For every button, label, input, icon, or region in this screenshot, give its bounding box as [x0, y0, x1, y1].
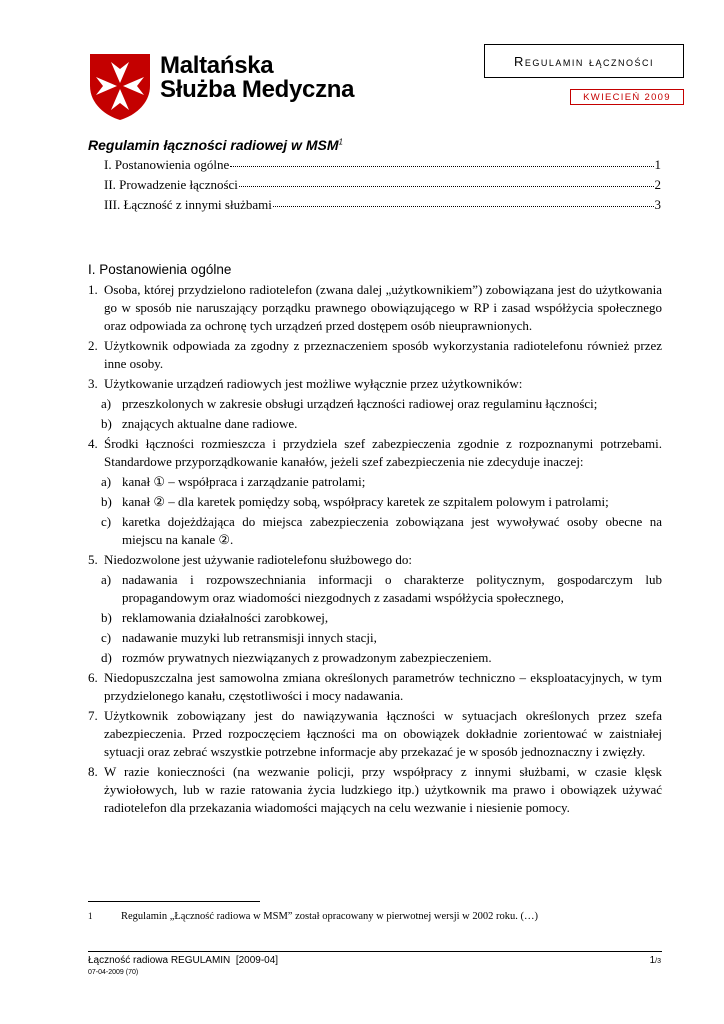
page-total: /3 — [655, 958, 661, 965]
footnote-divider — [88, 901, 260, 902]
footer-document-label: Łączność radiowa REGULAMIN [2009-04] — [88, 955, 279, 966]
toc-entry[interactable] — [104, 157, 661, 173]
list-item — [88, 551, 662, 569]
sub-item-text: znających aktualne dane radiowe. — [122, 416, 298, 431]
list-item-text: Użytkowanie urządzeń radiowych jest możliwe wyłącznie przez użytkowników: — [104, 376, 523, 391]
list-item-text: Środki łączności rozmieszcza i przydziela szef zabezpieczenia zgodnie z rozpoznanymi potrzebami. Standardowe przyporządkowanie kanałów, jeżeli szef zabezpieczenia nie zdecyduje inaczej: — [104, 436, 662, 469]
list-item-number: 5. — [88, 552, 98, 567]
sub-list-item — [88, 513, 662, 549]
list-item-number: 7. — [88, 708, 98, 723]
sub-list-item — [88, 395, 662, 413]
sub-item-letter: a) — [101, 572, 112, 587]
list-item — [88, 435, 662, 471]
list-item — [88, 281, 662, 335]
list-item — [88, 707, 662, 761]
sub-item-letter: b) — [101, 416, 112, 431]
list-item-number: 8. — [88, 764, 98, 779]
logo-line-2: Służba Medyczna — [160, 76, 355, 103]
toc-entry-page: 3 — [654, 197, 661, 212]
toc-entry-label: II. Prowadzenie łączności — [104, 177, 238, 192]
toc-entry-label: III. Łączność z innymi służbami — [104, 197, 272, 212]
sub-item-text: przeszkolonych w zakresie obsługi urządzeń łączności radiowej oraz regulaminu łączności; — [122, 396, 598, 411]
sub-item-text: kanał ① – współpraca i zarządzanie patrolami; — [122, 474, 366, 489]
sub-list-item — [88, 493, 662, 511]
list-item — [88, 337, 662, 373]
sub-item-text: kanał ② – dla karetek pomiędzy sobą, współpracy karetek ze szpitalem polowym i patrolami; — [122, 494, 609, 509]
sub-list-item — [88, 609, 662, 627]
sub-item-text: reklamowania działalności zarobkowej, — [122, 610, 329, 625]
list-item-number: 4. — [88, 436, 98, 451]
footer-date-code: 07-04-2009 (70) — [88, 969, 139, 976]
sub-item-letter: b) — [101, 494, 112, 509]
toc-dot-leader — [273, 206, 654, 207]
sub-list-item — [88, 571, 662, 607]
toc-entry-page: 2 — [654, 177, 661, 192]
toc-entry-label: I. Postanowienia ogólne — [104, 157, 230, 172]
list-item — [88, 669, 662, 705]
list-item-text: Niedozwolone jest używanie radiotelefonu służbowego do: — [104, 552, 412, 567]
list-item-text: Osoba, której przydzielono radiotelefon (zwana dalej „użytkownikiem”) zobowiązana jest do użytkowania go w sposób nie naruszający porządku prawnego obowiązującego w RP i zasad współżycia społecznego oraz odpowiada za ochronę tych urządzeń przed dostępem osób nieuprawnionych. — [104, 282, 662, 333]
footnote — [88, 911, 538, 922]
sub-item-text: karetka dojeżdżająca do miejsca zabezpieczenia zobowiązana jest wywoływać osoby obecne na miejscu na kanale ②. — [122, 514, 662, 547]
section-content — [88, 281, 662, 819]
maltese-cross-shield-icon — [88, 52, 152, 122]
list-item — [88, 375, 662, 393]
footer-divider — [88, 951, 662, 952]
footnote-number: 1 — [88, 911, 93, 921]
document-date-label: KWIECIEŃ 2009 — [583, 91, 671, 103]
document-type-label: Regulamin łączności — [513, 53, 655, 69]
list-item-number: 2. — [88, 338, 98, 353]
list-item-text: Użytkownik zobowiązany jest do nawiązywania łączności w sytuacjach określonych przez szefa zabezpieczenia. Przed rozpoczęciem łączności ma on obowiązek dokładnie zorientować w zaistniałej sytuacji oraz zebrać wszystkie potrzebne informacje aby przekazać je w sposób jednoznaczny i zwięzły. — [104, 708, 662, 759]
sub-list-item — [88, 629, 662, 647]
sub-item-text: nadawanie muzyki lub retransmisji innych stacji, — [122, 630, 377, 645]
sub-list-item — [88, 649, 662, 667]
document-title — [88, 137, 343, 153]
list-item-number: 1. — [88, 282, 98, 297]
list-item-number: 3. — [88, 376, 98, 391]
sub-item-letter: a) — [101, 396, 112, 411]
sub-list-item — [88, 473, 662, 491]
document-title-text: Regulamin łączności radiowej w MSM — [88, 137, 339, 153]
toc-dot-leader — [230, 166, 653, 167]
organization-logo-text — [160, 54, 354, 102]
sub-item-letter: a) — [101, 474, 112, 489]
sub-item-text: rozmów prywatnych niezwiązanych z prowadzonym zabezpieczeniem. — [122, 650, 492, 665]
page-number: 1 — [649, 955, 656, 966]
document-type-box — [484, 44, 684, 78]
section-heading: I. Postanowienia ogólne — [88, 262, 232, 277]
logo-line-1: Maltańska — [160, 52, 274, 79]
list-item-number: 6. — [88, 670, 98, 685]
sub-item-letter: b) — [101, 610, 112, 625]
toc-dot-leader — [239, 186, 654, 187]
list-item — [88, 763, 662, 817]
toc-entry-page: 1 — [654, 157, 661, 172]
toc-entry[interactable] — [104, 177, 661, 193]
document-date-box — [570, 89, 684, 105]
sub-item-letter: d) — [101, 650, 112, 665]
footnote-text: Regulamin „Łączność radiowa w MSM” został opracowany w pierwotnej wersji w 2002 roku. (…) — [121, 911, 538, 922]
list-item-text: W razie konieczności (na wezwanie policji, przy współpracy z innymi służbami, w czasie klęsk żywiołowych, lub w razie ratowania życia ludzkiego itp.) użytkownik ma prawo i obowiązek używać radiotelefon dla przekazania wiadomości mających na celu wezwanie i niesienie pomocy. — [104, 764, 662, 815]
list-item-text: Użytkownik odpowiada za zgodny z przeznaczeniem sposób wykorzystania radiotelefonu również przez inne osoby. — [104, 338, 662, 371]
footer-page-number — [650, 955, 661, 966]
sub-item-letter: c) — [101, 630, 112, 645]
list-item-text: Niedopuszczalna jest samowolna zmiana określonych parametrów techniczno – eksploatacyjnych, w tym przydzielonego kanału, częstotliwości i mocy nadawania. — [104, 670, 662, 703]
sub-list-item — [88, 415, 662, 433]
sub-item-letter: c) — [101, 514, 112, 529]
title-footnote-ref: 1 — [338, 137, 343, 147]
toc-entry[interactable] — [104, 197, 661, 213]
sub-item-text: nadawania i rozpowszechniania informacji o charakterze politycznym, gospodarczym lub propagandowym oraz wiadomości niezgodnych z zasadami współżycia społecznego, — [122, 572, 662, 605]
